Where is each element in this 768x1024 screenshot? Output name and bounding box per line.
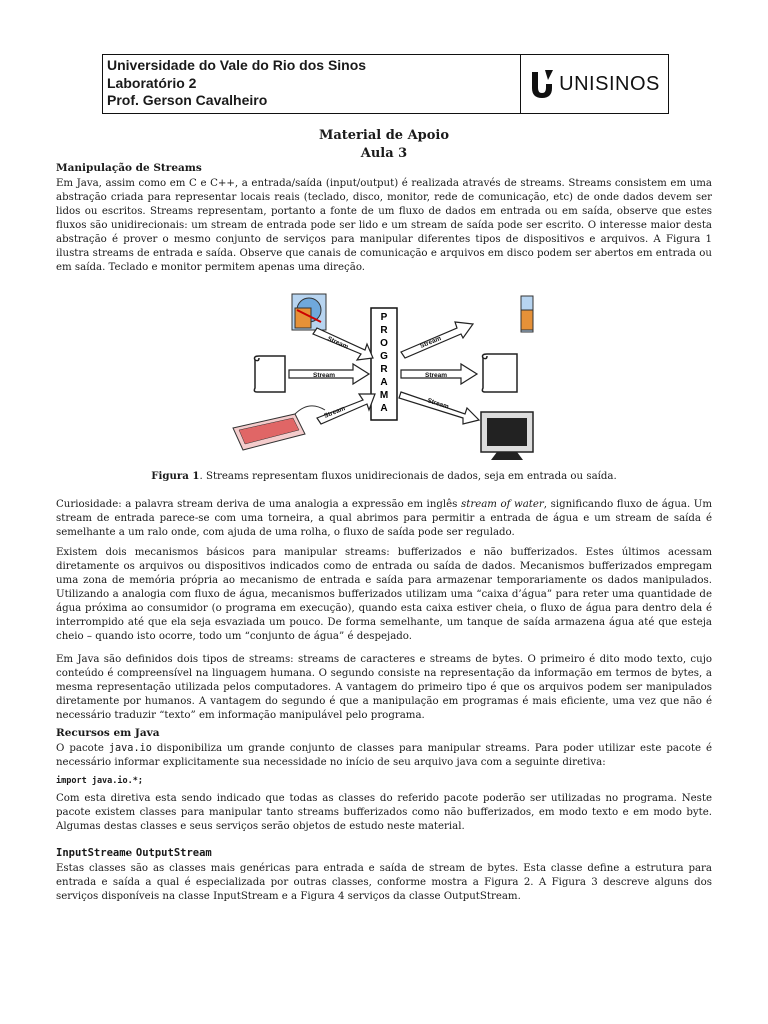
figure-1-caption: Figura 1. Streams representam fluxos unidirecionais de dados, seja em entrada ou saída. xyxy=(151,470,617,482)
unisinos-logo xyxy=(521,55,668,113)
buffer-paragraph: Existem dois mecanismos básicos para manipular streams: bufferizados e não bufferizados. Estes últimos acessam diretamente os arquivos ou dispositivos indicados como de entrada ou saída de dados. Mecanismos bufferizados empregam uma zona de memória própria ao mecanismo de entrada e saída para armazenar temporariamente os dados manipulados. Utilizando a analogia com fluxo de água, mecanismos bufferizados utilizam uma “caixa d’água” para reter uma quantidade de água próxima ao consumidor (o programa em execução), quando esta caixa estiver cheia, o fluxo de água para dentro dela é interrompido até que ela seja esvaziada um pouco. De forma semelhante, um tanque de saída armazena água até que esteja cheio – quando isto ocorre, todo um “conjunto de água” é despejado. xyxy=(56,547,712,642)
package-paragraph: O pacote java.io disponibiliza um grande conjunto de classes para manipular streams. Para poder utilizar este pacote é necessário informar explicitamente sua necessidade no início de seu arquivo java com a seguinte diretiva: xyxy=(56,743,712,768)
import-code-line: import java.io.*; xyxy=(56,776,143,786)
types-paragraph: Em Java são definidos dois tipos de streams: streams de caracteres e streams de bytes. O primeiro é dito modo texto, cujo conteúdo é compreensível na linguagem humana. O segundo consiste na representação da informação em termos de bytes, a mesma representação utilizada pelos computadores. A vantagem do primeiro tipo é que os arquivos podem ser manipulados diretamente por humanos. A vantagem do segundo é que a manipulação em programas é mais eficiente, uma vez que não é necessário traduzir “texto” em informação manipulável pelo programa. xyxy=(56,654,712,721)
svg-text:R: R xyxy=(380,364,388,375)
professor-name: Prof. Gerson Cavalheiro xyxy=(107,92,268,108)
svg-text:A: A xyxy=(380,377,388,388)
section-heading-streams: Manipulação de Streams xyxy=(56,162,202,174)
svg-text:G: G xyxy=(380,351,388,362)
monitor-icon xyxy=(481,412,533,460)
keyboard-icon xyxy=(233,406,325,450)
inputstream-paragraph: Estas classes são as classes mais genéricas para entrada e saída de stream de bytes. Esta classe define a estrutura para entrada e saída a qual é especializada por outras classes, conforme mostra a Figura 2. A Figura 3 descreve alguns dos serviços disponíveis na classe InputStream e a Figura 4 serviços da classe OutputStream. xyxy=(56,863,712,902)
document-header xyxy=(102,54,669,114)
directive-paragraph: Com esta diretiva esta sendo indicado que todas as classes do referido pacote poderão ser utilizadas no programa. Neste pacote existem classes para manipular tanto streams bufferizados como não bufferizados, em modo texto e em modo byte. Algumas destas classes e seus serviços serão objetos de estudo neste material. xyxy=(56,793,712,832)
network-output-icon xyxy=(521,296,533,332)
file-output-icon xyxy=(482,354,517,392)
stream-label: Stream xyxy=(426,397,450,411)
stream-label: Stream xyxy=(323,405,347,420)
logo-text: UNISINOS xyxy=(559,72,660,95)
section-heading-inputstream-outputstream: InputStreame OutputStream xyxy=(56,847,212,859)
university-name: Universidade do Vale do Rio dos Sinos xyxy=(107,57,367,73)
figure-1-diagram xyxy=(225,288,545,468)
unisinos-symbol-icon xyxy=(529,68,555,100)
svg-text:O: O xyxy=(380,338,388,349)
file-input-icon xyxy=(254,356,285,392)
title-line1: Material de Apoio xyxy=(318,128,450,143)
institution-info xyxy=(103,55,521,113)
svg-text:A: A xyxy=(380,403,388,414)
stream-label: Stream xyxy=(326,335,350,351)
curiosity-paragraph: Curiosidade: a palavra stream deriva de uma analogia a expressão em inglês stream of water, significando fluxo de água. Um stream de entrada parece-se com uma torneira, a qual abrimos para permitir a entrada de água e um stream de saída é semelhante a um ralo onde, com ajuda de uma rolha, o fluxo de saída pode ser regulado. xyxy=(56,499,713,538)
stream-label: Stream xyxy=(425,372,448,379)
network-input-icon xyxy=(292,294,326,330)
svg-text:M: M xyxy=(379,390,389,401)
intro-paragraph: Em Java, assim como em C e C++, a entrada/saída (input/output) é realizada através de streams. Streams consistem em uma abstração criada para representar locais reais (teclado, disco, monitor, rede de comunicação, etc) de onde dados devem ser lidos ou escritos. Streams representam, portanto a fonte de um fluxo de dados em entrada ou em saída, observe que estes fluxos são unidirecionais: um stream de entrada pode ser lido e um stream de saída pode ser escrito. O interesse maior desta abstração é prover o mesmo conjunto de serviços para manipular diferentes tipos de dispositivos e arquivos. A Figura 1 ilustra streams de entrada e saída. Observe que canais de comunicação e arquivos em disco podem ser abertos em entrada ou em saída. Teclado e monitor permitem apenas uma direção. xyxy=(56,178,712,273)
stream-label: Stream xyxy=(313,372,336,379)
section-heading-resources: Recursos em Java xyxy=(56,727,160,739)
stream-label: Stream xyxy=(419,335,443,350)
lab-name: Laboratório 2 xyxy=(107,74,197,91)
svg-text:P: P xyxy=(380,312,388,323)
svg-text:R: R xyxy=(380,325,388,336)
title-line2: Aula 3 xyxy=(360,146,408,161)
